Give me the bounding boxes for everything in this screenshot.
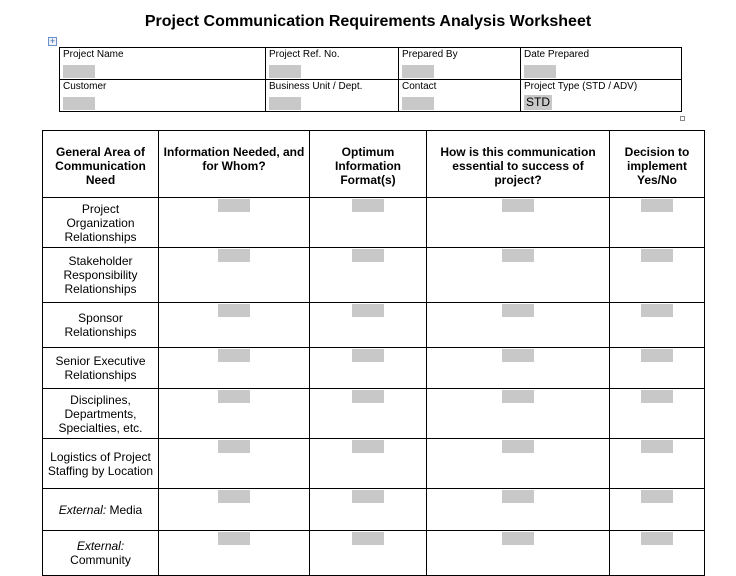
area-label: External: Media xyxy=(43,489,159,531)
table-row xyxy=(43,348,705,389)
prepared-by-field[interactable] xyxy=(402,65,434,78)
project-ref-cell[interactable] xyxy=(266,48,399,80)
column-header: How is this communication essential to success of project? xyxy=(427,131,610,198)
format-cell[interactable] xyxy=(310,248,427,303)
business-unit-cell[interactable] xyxy=(266,80,399,112)
field-label: Project Type (STD / ADV) xyxy=(524,81,638,92)
project-name-field[interactable] xyxy=(63,65,95,78)
column-header: Decision to implement Yes/No xyxy=(610,131,705,198)
project-type-field[interactable]: STD xyxy=(526,95,550,109)
form-field[interactable] xyxy=(641,199,673,212)
customer-field[interactable] xyxy=(63,97,95,110)
form-field[interactable] xyxy=(352,199,384,212)
field-label: Date Prepared xyxy=(524,49,590,60)
area-label: Project Organization Relationships xyxy=(43,198,159,248)
info-needed-cell[interactable] xyxy=(159,439,310,489)
form-field[interactable] xyxy=(352,390,384,403)
form-field[interactable] xyxy=(641,349,673,362)
project-name-cell[interactable] xyxy=(60,48,266,80)
format-cell[interactable] xyxy=(310,439,427,489)
area-label: External: Community xyxy=(43,531,159,576)
resize-square-icon[interactable] xyxy=(680,116,685,121)
essential-cell[interactable] xyxy=(427,489,610,531)
form-field[interactable] xyxy=(352,532,384,545)
info-needed-cell[interactable] xyxy=(159,489,310,531)
table-row xyxy=(43,489,705,531)
essential-cell[interactable] xyxy=(427,389,610,439)
area-label: Senior Executive Relationships xyxy=(43,348,159,389)
form-field[interactable] xyxy=(352,249,384,262)
form-field[interactable] xyxy=(641,390,673,403)
form-field[interactable] xyxy=(352,349,384,362)
essential-cell[interactable] xyxy=(427,348,610,389)
essential-cell[interactable] xyxy=(427,531,610,576)
format-cell[interactable] xyxy=(310,489,427,531)
project-info-table xyxy=(59,47,682,112)
essential-cell[interactable] xyxy=(427,439,610,489)
info-needed-cell[interactable] xyxy=(159,531,310,576)
format-cell[interactable] xyxy=(310,389,427,439)
contact-cell[interactable] xyxy=(399,80,521,112)
table-row xyxy=(43,531,705,576)
area-label: Logistics of Project Staffing by Location xyxy=(43,439,159,489)
contact-field[interactable] xyxy=(402,97,434,110)
field-label: Prepared By xyxy=(402,49,458,60)
info-needed-cell[interactable] xyxy=(159,389,310,439)
form-field[interactable] xyxy=(352,490,384,503)
decision-cell[interactable] xyxy=(610,348,705,389)
form-field[interactable] xyxy=(641,440,673,453)
prepared-by-cell[interactable] xyxy=(399,48,521,80)
field-label: Customer xyxy=(63,81,107,92)
format-cell[interactable] xyxy=(310,531,427,576)
essential-cell[interactable] xyxy=(427,198,610,248)
form-field[interactable] xyxy=(502,440,534,453)
form-field[interactable] xyxy=(502,199,534,212)
area-label: Sponsor Relationships xyxy=(43,303,159,348)
form-field[interactable] xyxy=(502,390,534,403)
table-row xyxy=(43,248,705,303)
field-label: Project Ref. No. xyxy=(269,49,340,60)
form-field[interactable] xyxy=(352,304,384,317)
decision-cell[interactable] xyxy=(610,389,705,439)
field-label: Project Name xyxy=(63,49,124,60)
form-field[interactable] xyxy=(641,304,673,317)
form-field[interactable] xyxy=(218,249,250,262)
info-needed-cell[interactable] xyxy=(159,198,310,248)
decision-cell[interactable] xyxy=(610,489,705,531)
table-row xyxy=(43,389,705,439)
move-arrows-icon[interactable]: + xyxy=(49,36,56,46)
decision-cell[interactable] xyxy=(610,198,705,248)
info-needed-cell[interactable] xyxy=(159,303,310,348)
decision-cell[interactable] xyxy=(610,248,705,303)
form-field[interactable] xyxy=(641,249,673,262)
date-prepared-field[interactable] xyxy=(524,65,556,78)
form-field[interactable] xyxy=(502,304,534,317)
form-field[interactable] xyxy=(218,390,250,403)
column-header: Information Needed, and for Whom? xyxy=(159,131,310,198)
form-field[interactable] xyxy=(352,440,384,453)
column-header: General Area of Communication Need xyxy=(43,131,159,198)
info-row-1 xyxy=(60,48,682,80)
communication-grid xyxy=(42,130,705,576)
column-header: Optimum Information Format(s) xyxy=(310,131,427,198)
field-label: Contact xyxy=(402,81,437,92)
business-unit-field[interactable] xyxy=(269,97,301,110)
info-needed-cell[interactable] xyxy=(159,248,310,303)
decision-cell[interactable] xyxy=(610,303,705,348)
form-field[interactable] xyxy=(218,199,250,212)
form-field[interactable] xyxy=(218,304,250,317)
table-row xyxy=(43,439,705,489)
form-field[interactable] xyxy=(218,490,250,503)
info-needed-cell[interactable] xyxy=(159,348,310,389)
form-field[interactable] xyxy=(502,490,534,503)
table-row xyxy=(43,198,705,248)
table-row xyxy=(43,303,705,348)
worksheet-title: Project Communication Requirements Analysis Worksheet xyxy=(144,13,592,30)
decision-cell[interactable] xyxy=(610,439,705,489)
form-field[interactable] xyxy=(502,249,534,262)
form-field[interactable] xyxy=(502,532,534,545)
form-field[interactable] xyxy=(218,532,250,545)
project-ref-field[interactable] xyxy=(269,65,301,78)
info-row-2 xyxy=(60,80,682,112)
decision-cell[interactable] xyxy=(610,531,705,576)
form-field[interactable] xyxy=(218,440,250,453)
form-field[interactable] xyxy=(218,349,250,362)
essential-cell[interactable] xyxy=(427,248,610,303)
form-field[interactable] xyxy=(502,349,534,362)
date-prepared-cell[interactable] xyxy=(521,48,682,80)
area-label: Disciplines, Departments, Specialties, etc. xyxy=(43,389,159,439)
field-label: Business Unit / Dept. xyxy=(269,81,363,92)
customer-cell[interactable] xyxy=(60,80,266,112)
format-cell[interactable] xyxy=(310,303,427,348)
form-field[interactable] xyxy=(641,532,673,545)
grid-header-row xyxy=(43,131,705,198)
format-cell[interactable] xyxy=(310,348,427,389)
format-cell[interactable] xyxy=(310,198,427,248)
project-type-cell[interactable] xyxy=(521,80,682,112)
form-field[interactable] xyxy=(641,490,673,503)
area-label: Stakeholder Responsibility Relationships xyxy=(43,248,159,303)
essential-cell[interactable] xyxy=(427,303,610,348)
